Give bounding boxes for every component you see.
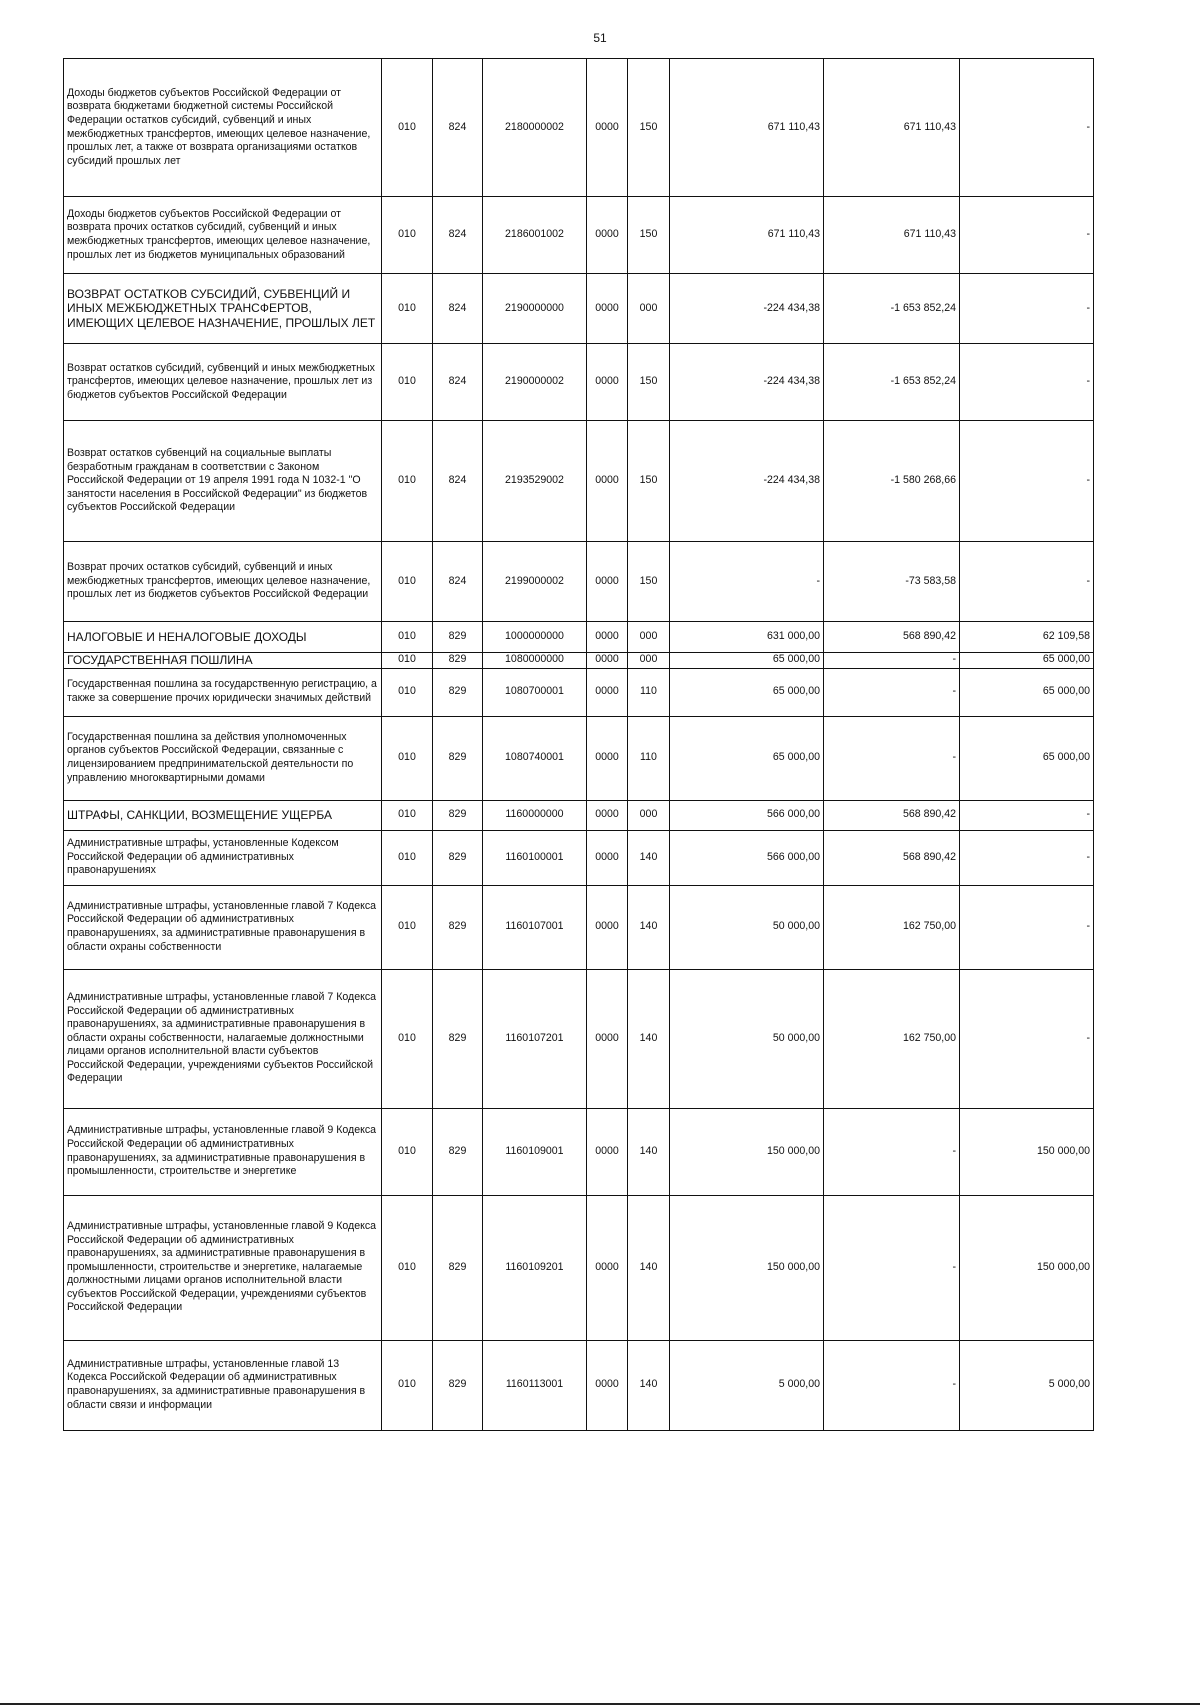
cell-c3: 1160107201 — [483, 969, 587, 1108]
cell-v2: 568 890,42 — [824, 830, 960, 885]
cell-c4: 0000 — [587, 197, 628, 274]
cell-c4: 0000 — [587, 800, 628, 830]
cell-c5: 150 — [628, 344, 670, 421]
cell-v1: 50 000,00 — [670, 969, 824, 1108]
row-name: Возврат остатков субвенций на социальные выплаты безработным гражданам в соответствии с Законом Российской Федерации от 19 апреля 1991 года N 1032-1 "О занятости населения в Российской Федерации" из бюджетов субъектов Российской Федерации — [64, 421, 382, 542]
cell-c5: 150 — [628, 542, 670, 622]
cell-v2: - — [824, 716, 960, 800]
page-number: 51 — [593, 31, 607, 45]
cell-v1: 50 000,00 — [670, 885, 824, 969]
cell-c4: 0000 — [587, 716, 628, 800]
cell-c4: 0000 — [587, 830, 628, 885]
cell-c4: 0000 — [587, 59, 628, 197]
cell-c4: 0000 — [587, 668, 628, 716]
table-row — [64, 542, 1094, 622]
table-row — [64, 1340, 1094, 1430]
cell-c4: 0000 — [587, 969, 628, 1108]
cell-v3: - — [960, 969, 1094, 1108]
cell-v2: - — [824, 1195, 960, 1340]
table-row — [64, 1108, 1094, 1195]
cell-v2: - — [824, 1108, 960, 1195]
cell-c4: 0000 — [587, 653, 628, 669]
cell-v3: 5 000,00 — [960, 1340, 1094, 1430]
table-row — [64, 421, 1094, 542]
cell-v1: 671 110,43 — [670, 197, 824, 274]
cell-c2: 824 — [433, 197, 483, 274]
table-row — [64, 668, 1094, 716]
cell-v3: - — [960, 885, 1094, 969]
table-row — [64, 969, 1094, 1108]
cell-c1: 010 — [382, 59, 433, 197]
cell-v1: 631 000,00 — [670, 622, 824, 653]
row-name: ВОЗВРАТ ОСТАТКОВ СУБСИДИЙ, СУБВЕНЦИЙ И ИНЫХ МЕЖБЮДЖЕТНЫХ ТРАНСФЕРТОВ, ИМЕЮЩИХ ЦЕЛЕВОЕ НАЗНАЧЕНИЕ, ПРОШЛЫХ ЛЕТ — [64, 274, 382, 344]
table-row — [64, 885, 1094, 969]
cell-c5: 140 — [628, 830, 670, 885]
cell-v1: 150 000,00 — [670, 1108, 824, 1195]
row-name: Административные штрафы, установленные главой 9 Кодекса Российской Федерации об административных правонарушениях, за административные правонарушения в промышленности, строительстве и энергетике — [64, 1108, 382, 1195]
cell-v3: - — [960, 274, 1094, 344]
cell-c2: 824 — [433, 344, 483, 421]
cell-c2: 829 — [433, 800, 483, 830]
cell-v2: 568 890,42 — [824, 800, 960, 830]
table-row — [64, 274, 1094, 344]
cell-c3: 1160109201 — [483, 1195, 587, 1340]
cell-v3: - — [960, 800, 1094, 830]
cell-c5: 140 — [628, 1340, 670, 1430]
cell-v1: 65 000,00 — [670, 716, 824, 800]
table-row — [64, 653, 1094, 669]
cell-c3: 1160107001 — [483, 885, 587, 969]
cell-c5: 150 — [628, 421, 670, 542]
cell-c1: 010 — [382, 344, 433, 421]
cell-c4: 0000 — [587, 542, 628, 622]
cell-c5: 000 — [628, 653, 670, 669]
cell-c2: 829 — [433, 969, 483, 1108]
cell-v2: 568 890,42 — [824, 622, 960, 653]
cell-c3: 1160000000 — [483, 800, 587, 830]
cell-c1: 010 — [382, 653, 433, 669]
cell-c3: 1080000000 — [483, 653, 587, 669]
row-name: Государственная пошлина за государственную регистрацию, а также за совершение прочих юридически значимых действий — [64, 668, 382, 716]
cell-v2: - — [824, 668, 960, 716]
cell-c3: 2180000002 — [483, 59, 587, 197]
cell-c3: 2199000002 — [483, 542, 587, 622]
page-bottom-border — [0, 1703, 1200, 1705]
cell-v3: 65 000,00 — [960, 668, 1094, 716]
cell-c3: 1080740001 — [483, 716, 587, 800]
table-row — [64, 622, 1094, 653]
cell-v3: 65 000,00 — [960, 653, 1094, 669]
row-name: ГОСУДАРСТВЕННАЯ ПОШЛИНА — [64, 653, 382, 669]
cell-c1: 010 — [382, 800, 433, 830]
cell-c1: 010 — [382, 622, 433, 653]
cell-v1: 65 000,00 — [670, 668, 824, 716]
cell-c3: 1160109001 — [483, 1108, 587, 1195]
cell-c3: 2186001002 — [483, 197, 587, 274]
cell-c1: 010 — [382, 969, 433, 1108]
cell-c5: 000 — [628, 800, 670, 830]
cell-c1: 010 — [382, 668, 433, 716]
cell-c3: 2193529002 — [483, 421, 587, 542]
table-row — [64, 830, 1094, 885]
cell-v3: 150 000,00 — [960, 1195, 1094, 1340]
cell-v1: 65 000,00 — [670, 653, 824, 669]
row-name: Административные штрафы, установленные Кодексом Российской Федерации об административных правонарушениях — [64, 830, 382, 885]
cell-c2: 829 — [433, 622, 483, 653]
cell-v3: - — [960, 830, 1094, 885]
row-name: Возврат прочих остатков субсидий, субвенций и иных межбюджетных трансфертов, имеющих целевое назначение, прошлых лет из бюджетов субъектов Российской Федерации — [64, 542, 382, 622]
table-row — [64, 1195, 1094, 1340]
cell-v3: - — [960, 421, 1094, 542]
cell-v2: -73 583,58 — [824, 542, 960, 622]
cell-v1: 671 110,43 — [670, 59, 824, 197]
row-name: Административные штрафы, установленные главой 7 Кодекса Российской Федерации об административных правонарушениях, за административные правонарушения в области охраны собственности, налагаемые должностными лицами органов исполнительной власти субъектов Российской Федерации, учреждениями субъектов Российской Федерации — [64, 969, 382, 1108]
cell-c5: 150 — [628, 59, 670, 197]
cell-v1: 566 000,00 — [670, 830, 824, 885]
row-name: Доходы бюджетов субъектов Российской Федерации от возврата бюджетами бюджетной системы Российской Федерации остатков субсидий, субвенций и иных межбюджетных трансфертов, имеющих целевое назначение, прошлых лет, а также от возврата организациями остатков субсидий прошлых лет — [64, 59, 382, 197]
table-row — [64, 716, 1094, 800]
cell-c1: 010 — [382, 1108, 433, 1195]
row-name: Административные штрафы, установленные главой 7 Кодекса Российской Федерации об административных правонарушениях, за административные правонарушения в области охраны собственности — [64, 885, 382, 969]
cell-v2: 671 110,43 — [824, 59, 960, 197]
cell-c2: 829 — [433, 1108, 483, 1195]
cell-c5: 140 — [628, 969, 670, 1108]
cell-c1: 010 — [382, 197, 433, 274]
cell-v3: 65 000,00 — [960, 716, 1094, 800]
cell-c5: 140 — [628, 885, 670, 969]
cell-c4: 0000 — [587, 885, 628, 969]
cell-c4: 0000 — [587, 274, 628, 344]
row-name: ШТРАФЫ, САНКЦИИ, ВОЗМЕЩЕНИЕ УЩЕРБА — [64, 800, 382, 830]
cell-c5: 110 — [628, 668, 670, 716]
cell-c3: 2190000000 — [483, 274, 587, 344]
cell-v3: 150 000,00 — [960, 1108, 1094, 1195]
cell-v1: -224 434,38 — [670, 274, 824, 344]
cell-c3: 1160100001 — [483, 830, 587, 885]
table-row — [64, 800, 1094, 830]
cell-v2: -1 653 852,24 — [824, 344, 960, 421]
cell-v3: 62 109,58 — [960, 622, 1094, 653]
cell-v1: 5 000,00 — [670, 1340, 824, 1430]
cell-c5: 000 — [628, 274, 670, 344]
cell-c2: 829 — [433, 653, 483, 669]
cell-v1: 566 000,00 — [670, 800, 824, 830]
cell-c1: 010 — [382, 885, 433, 969]
cell-c2: 829 — [433, 830, 483, 885]
cell-c1: 010 — [382, 542, 433, 622]
cell-c3: 2190000002 — [483, 344, 587, 421]
cell-c5: 150 — [628, 197, 670, 274]
cell-c1: 010 — [382, 1340, 433, 1430]
cell-v2: 162 750,00 — [824, 969, 960, 1108]
cell-v2: 162 750,00 — [824, 885, 960, 969]
cell-v3: - — [960, 59, 1094, 197]
cell-c1: 010 — [382, 421, 433, 542]
cell-v2: - — [824, 653, 960, 669]
revenue-table — [63, 58, 1094, 1431]
cell-v1: 150 000,00 — [670, 1195, 824, 1340]
cell-c2: 824 — [433, 421, 483, 542]
row-name: Возврат остатков субсидий, субвенций и иных межбюджетных трансфертов, имеющих целевое назначение, прошлых лет из бюджетов субъектов Российской Федерации — [64, 344, 382, 421]
cell-v1: -224 434,38 — [670, 344, 824, 421]
cell-c3: 1000000000 — [483, 622, 587, 653]
cell-v2: -1 653 852,24 — [824, 274, 960, 344]
cell-c4: 0000 — [587, 344, 628, 421]
cell-v1: - — [670, 542, 824, 622]
row-name: Административные штрафы, установленные главой 9 Кодекса Российской Федерации об административных правонарушениях, за административные правонарушения в промышленности, строительстве и энергетике, налагаемые должностными лицами органов исполнительной власти субъектов Российской Федерации, учреждениями субъектов Российской Федерации — [64, 1195, 382, 1340]
cell-v2: -1 580 268,66 — [824, 421, 960, 542]
cell-c5: 000 — [628, 622, 670, 653]
cell-c2: 824 — [433, 59, 483, 197]
table-row — [64, 59, 1094, 197]
cell-c5: 140 — [628, 1108, 670, 1195]
cell-c2: 829 — [433, 716, 483, 800]
cell-v3: - — [960, 197, 1094, 274]
cell-v2: 671 110,43 — [824, 197, 960, 274]
cell-c1: 010 — [382, 1195, 433, 1340]
cell-c2: 829 — [433, 885, 483, 969]
table-row — [64, 344, 1094, 421]
row-name: Государственная пошлина за действия уполномоченных органов субъектов Российской Федерации, связанные с лицензированием предпринимательской деятельности по управлению многоквартирными домами — [64, 716, 382, 800]
cell-c4: 0000 — [587, 622, 628, 653]
cell-c1: 010 — [382, 830, 433, 885]
cell-c4: 0000 — [587, 421, 628, 542]
cell-c2: 824 — [433, 542, 483, 622]
cell-c3: 1080700001 — [483, 668, 587, 716]
cell-v3: - — [960, 344, 1094, 421]
table-row — [64, 197, 1094, 274]
cell-c5: 140 — [628, 1195, 670, 1340]
cell-c4: 0000 — [587, 1108, 628, 1195]
cell-c1: 010 — [382, 716, 433, 800]
cell-c4: 0000 — [587, 1195, 628, 1340]
cell-c3: 1160113001 — [483, 1340, 587, 1430]
cell-c2: 829 — [433, 1195, 483, 1340]
cell-c2: 824 — [433, 274, 483, 344]
cell-c4: 0000 — [587, 1340, 628, 1430]
cell-v2: - — [824, 1340, 960, 1430]
cell-c2: 829 — [433, 1340, 483, 1430]
cell-c5: 110 — [628, 716, 670, 800]
cell-v3: - — [960, 542, 1094, 622]
cell-c1: 010 — [382, 274, 433, 344]
row-name: Доходы бюджетов субъектов Российской Федерации от возврата прочих остатков субсидий, субвенций и иных межбюджетных трансфертов, имеющих целевое назначение, прошлых лет из бюджетов муниципальных образований — [64, 197, 382, 274]
row-name: Административные штрафы, установленные главой 13 Кодекса Российской Федерации об административных правонарушениях, за административные правонарушения в области связи и информации — [64, 1340, 382, 1430]
row-name: НАЛОГОВЫЕ И НЕНАЛОГОВЫЕ ДОХОДЫ — [64, 622, 382, 653]
cell-c2: 829 — [433, 668, 483, 716]
cell-v1: -224 434,38 — [670, 421, 824, 542]
